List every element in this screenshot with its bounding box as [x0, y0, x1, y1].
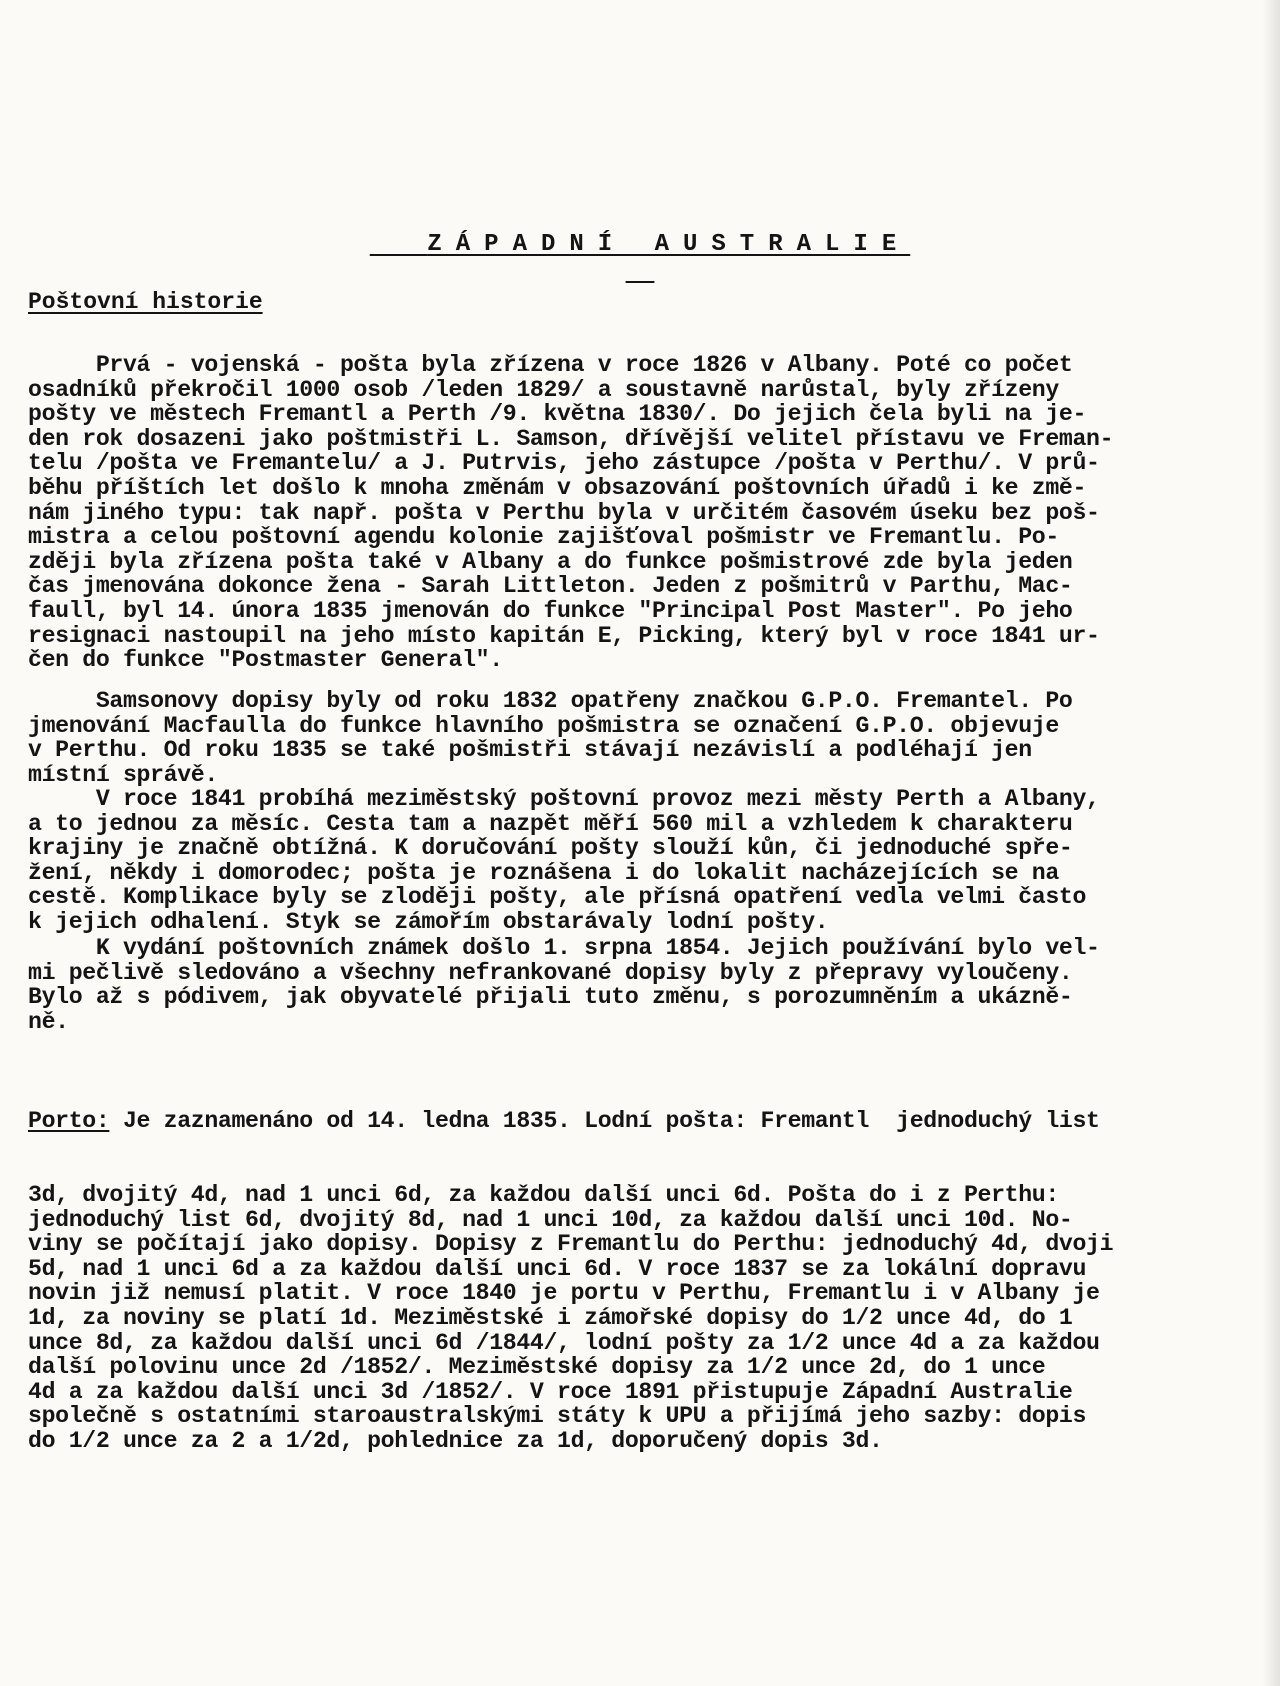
text-line: krajiny je značně obtížná. K doručování pošty slouží kůn, či jednoduché spře- [28, 835, 1073, 862]
document-title [0, 204, 1280, 285]
paragraph-stamps-issue [28, 936, 1100, 1034]
text-line: 4d a za každou další unci 3d /1852/. V roce 1891 přistupuje Západní Australie [28, 1378, 1073, 1405]
text-line: pošty ve městech Fremantl a Perth /9. května 1830/. Do jejich čela byli na je- [28, 401, 1087, 428]
text-line: ně. [28, 1008, 69, 1035]
text-line: běhu příštích let došlo k mnoha změnám v obsazování poštovních úřadů i ke změ- [28, 474, 1087, 501]
porto-label: Porto: [28, 1108, 110, 1135]
paragraph-intercity-post [28, 787, 1100, 935]
text-line: jmenování Macfaulla do funkce hlavního pošmistra se označení G.P.O. objevuje [28, 712, 1059, 739]
text-line: zději byla zřízena pošta také v Albany a do funkce pošmistrové zde byla jeden [28, 548, 1073, 575]
text-line: Bylo až s pódivem, jak obyvatelé přijali tuto změnu, s porozumněním a ukázně- [28, 984, 1073, 1011]
text-line: a to jednou za měsíc. Cesta tam a nazpět měří 560 mil a vzhledem k charakteru [28, 810, 1073, 837]
text-line: k jejich odhalení. Styk se zámořím obstarávaly lodní pošty. [28, 908, 829, 935]
section-heading: Poštovní historie [28, 289, 263, 315]
text-line: Prvá - vojenská - pošta byla zřízena v roce 1826 v Albany. Poté co počet [28, 352, 1073, 378]
text-line: mistra a celou poštovní agendu kolonie zajišťoval pošmistr ve Fremantlu. Po- [28, 524, 1059, 551]
text-line: 5d, nad 1 unci 6d a za každou další unci 6d. V roce 1837 se za lokální dopravu [28, 1255, 1087, 1282]
paragraph-porto [28, 1060, 1113, 1454]
paragraph-history-intro [28, 353, 1113, 673]
text-line: cestě. Komplikace byly se zloději pošty, ale přísná opatření vedla velmi často [28, 884, 1087, 911]
text-line: 3d, dvojitý 4d, nad 1 unci 6d, za každou další unci 6d. Pošta do i z Perthu: [28, 1181, 1059, 1208]
paragraph-samson-letters [28, 689, 1073, 787]
text-line: čas jmenována dokonce žena - Sarah Littleton. Jeden z pošmitrů v Parthu, Mac- [28, 573, 1073, 600]
document-title-text: ZÁPADNÍ AUSTRALIE [427, 231, 911, 258]
text-line: osadníků překročil 1000 osob /leden 1829/ a soustavně narůstal, byly zřízeny [28, 376, 1059, 403]
text-line: mi pečlivě sledováno a všechny nefrankované dopisy byly z přepravy vyloučeny. [28, 959, 1073, 986]
text-line: společně s ostatními staroaustralskými státy k UPU a přijímá jeho sazby: dopis [28, 1403, 1087, 1430]
text-line: unce 8d, za každou další unci 6d /1844/, lodní pošty za 1/2 unce 4d a za každou [28, 1329, 1100, 1356]
text-line: novin již nemusí platit. V roce 1840 je portu v Perthu, Fremantlu i v Albany je [28, 1280, 1100, 1307]
text-line: 1d, za noviny se platí 1d. Meziměstské i zámořské dopisy do 1/2 unce 4d, do 1 [28, 1304, 1073, 1331]
porto-first-line-text: Je zaznamenáno od 14. ledna 1835. Lodní pošta: Fremantl jednoduchý list [109, 1108, 1100, 1135]
text-line: v Perthu. Od roku 1835 se také pošmistři stávají nezávislí a podléhají jen [28, 737, 1032, 764]
text-line: do 1/2 unce za 2 a 1/2d, pohlednice za 1d, doporučený dopis 3d. [28, 1427, 883, 1454]
text-line: V roce 1841 probíhá meziměstský poštovní provoz mezi městy Perth a Albany, [28, 786, 1100, 812]
text-line: žení, někdy i domorodec; pošta je roznášena i do lokalit nacházejících se na [28, 859, 1059, 886]
text-line: viny se počítají jako dopisy. Dopisy z Fremantlu do Perthu: jednoduchý 4d, dvoji [28, 1231, 1114, 1258]
text-line: Samsonovy dopisy byly od roku 1832 opatřeny značkou G.P.O. Fremantel. Po [28, 688, 1073, 714]
text-line: další polovinu unce 2d /1852/. Meziměstské dopisy za 1/2 unce 2d, do 1 unce [28, 1354, 1046, 1381]
porto-first-line [28, 1109, 1113, 1134]
text-line: čen do funkce "Postmaster General". [28, 647, 503, 674]
text-line: faull, byl 14. února 1835 jmenován do funkce "Principal Post Master". Po jeho [28, 597, 1073, 624]
text-line: telu /pošta ve Fremantelu/ a J. Putrvis, jeho zástupce /pošta v Perthu/. V prů- [28, 450, 1100, 477]
text-line: den rok dosazeni jako poštmistři L. Samson, dřívější velitel přístavu ve Freman- [28, 425, 1114, 452]
text-line: nám jiného typu: tak např. pošta v Perthu byla v určitém časovém úseku bez poš- [28, 499, 1100, 526]
text-line: jednoduchý list 6d, dvojitý 8d, nad 1 unci 10d, za každou další unci 10d. No- [28, 1206, 1073, 1233]
text-line: resignaci nastoupil na jeho místo kapitán E, Picking, který byl v roce 1841 ur- [28, 622, 1100, 649]
text-line: K vydání poštovních známek došlo 1. srpna 1854. Jejich používání bylo vel- [28, 935, 1100, 961]
text-line: místní správě. [28, 761, 218, 788]
